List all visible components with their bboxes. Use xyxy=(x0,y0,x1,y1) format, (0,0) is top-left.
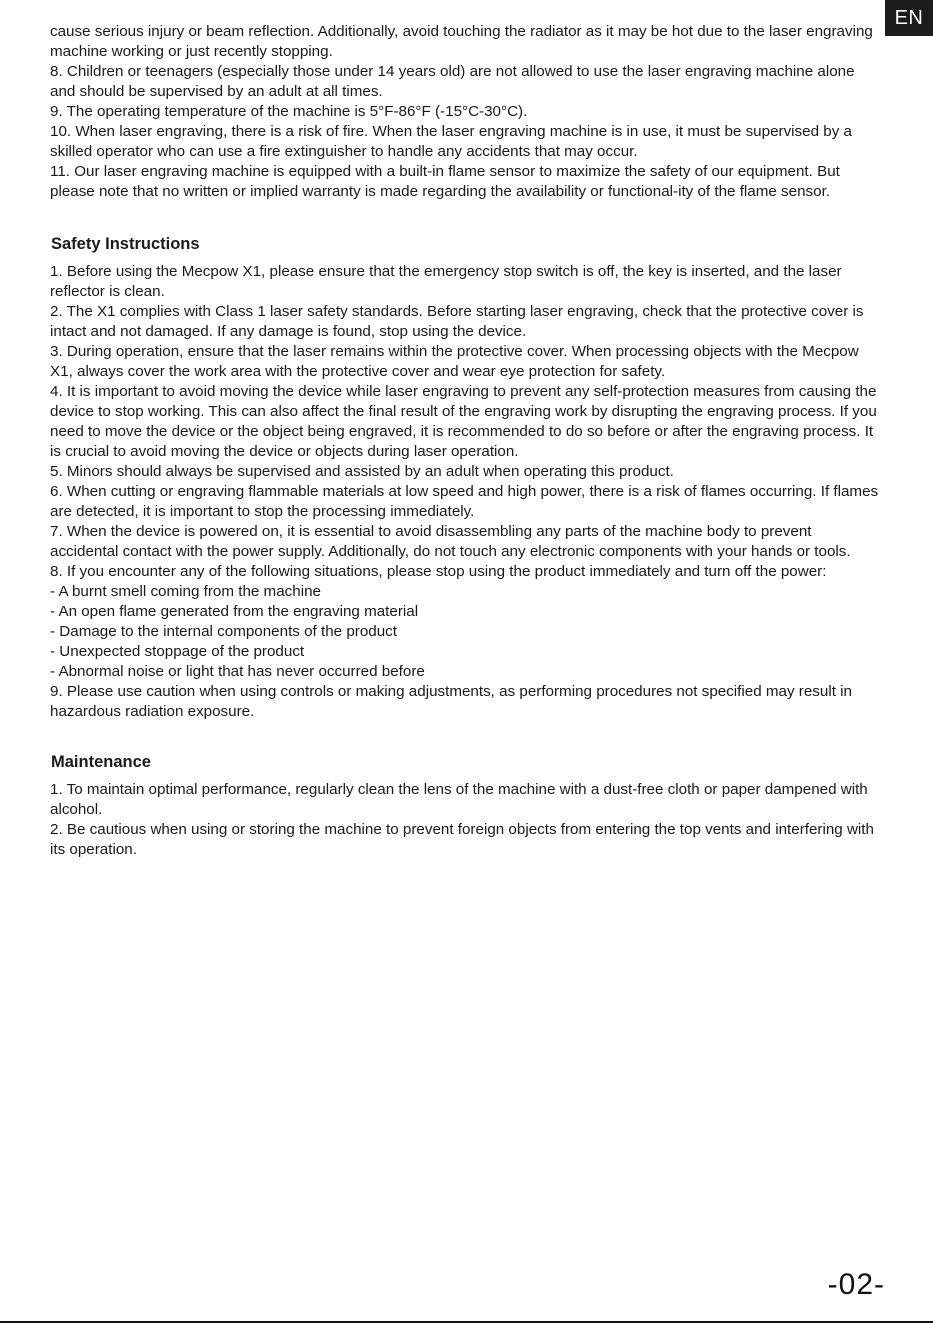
paragraph: 7. When the device is powered on, it is essential to avoid disassembling any parts of the machine body to prevent accidental contact with the power supply. Additionally, do not touch any electronic components with your hands or tools. xyxy=(50,523,851,560)
paragraph: 2. Be cautious when using or storing the machine to prevent foreign objects from entering the top vents and interfering with its operation. xyxy=(50,821,874,858)
maintenance-section xyxy=(50,750,880,860)
paragraph: 5. Minors should always be supervised and assisted by an adult when operating this product. xyxy=(50,463,674,480)
paragraph: 3. During operation, ensure that the laser remains within the protective cover. When processing objects with the Mecpow X1, always cover the work area with the protective cover and wear eye protection for safety. xyxy=(50,343,859,380)
page-number: -02- xyxy=(827,1268,885,1301)
list-item: - A burnt smell coming from the machine xyxy=(50,583,321,600)
list-item: - Abnormal noise or light that has never occurred before xyxy=(50,663,425,680)
paragraph: 8. If you encounter any of the following situations, please stop using the product immediately and turn off the power: xyxy=(50,563,827,580)
paragraph: 4. It is important to avoid moving the device while laser engraving to prevent any self-protection measures from causing the device to stop working. This can also affect the final result of the engraving work by disrupting the engraving process. If you need to move the device or the object being engraved, it is recommended to do so before or after the engraving process. It is crucial to avoid moving the device or objects during laser operation. xyxy=(50,383,877,460)
section-heading: Safety Instructions xyxy=(51,235,200,253)
language-tab: EN xyxy=(885,0,933,36)
paragraph: 10. When laser engraving, there is a risk of fire. When the laser engraving machine is in use, it must be supervised by a skilled operator who can use a fire extinguisher to handle any accidents that may occur. xyxy=(50,123,852,160)
safety-instructions-section xyxy=(50,232,880,722)
page-content xyxy=(50,22,880,860)
paragraph: 9. The operating temperature of the machine is 5°F-86°F (-15°C-30°C). xyxy=(50,103,528,120)
intro-section xyxy=(50,22,880,202)
section-heading: Maintenance xyxy=(51,753,151,771)
list-item: - Unexpected stoppage of the product xyxy=(50,643,305,660)
paragraph: 8. Children or teenagers (especially those under 14 years old) are not allowed to use the laser engraving machine alone and should be supervised by an adult at all times. xyxy=(50,63,855,100)
paragraph: 9. Please use caution when using controls or making adjustments, as performing procedures not specified may result in hazardous radiation exposure. xyxy=(50,683,852,720)
paragraph: 2. The X1 complies with Class 1 laser safety standards. Before starting laser engraving, check that the protective cover is intact and not damaged. If any damage is found, stop using the device. xyxy=(50,303,864,340)
paragraph: cause serious injury or beam reflection. Additionally, avoid touching the radiator as it may be hot due to the laser engraving machine working or just recently stopping. xyxy=(50,23,873,60)
paragraph: 6. When cutting or engraving flammable materials at low speed and high power, there is a risk of flames occurring. If flames are detected, it is important to stop the processing immediately. xyxy=(50,483,879,520)
paragraph: 1. To maintain optimal performance, regularly clean the lens of the machine with a dust-free cloth or paper dampened with alcohol. xyxy=(50,781,868,818)
list-item: - An open flame generated from the engraving material xyxy=(50,603,419,620)
paragraph: 1. Before using the Mecpow X1, please ensure that the emergency stop switch is off, the key is inserted, and the laser reflector is clean. xyxy=(50,263,842,300)
paragraph: 11. Our laser engraving machine is equipped with a built-in flame sensor to maximize the safety of our equipment. But please note that no written or implied warranty is made regarding the availability or functional-ity of the flame sensor. xyxy=(50,163,840,200)
bottom-rule xyxy=(0,1321,933,1323)
list-item: - Damage to the internal components of the product xyxy=(50,623,397,640)
